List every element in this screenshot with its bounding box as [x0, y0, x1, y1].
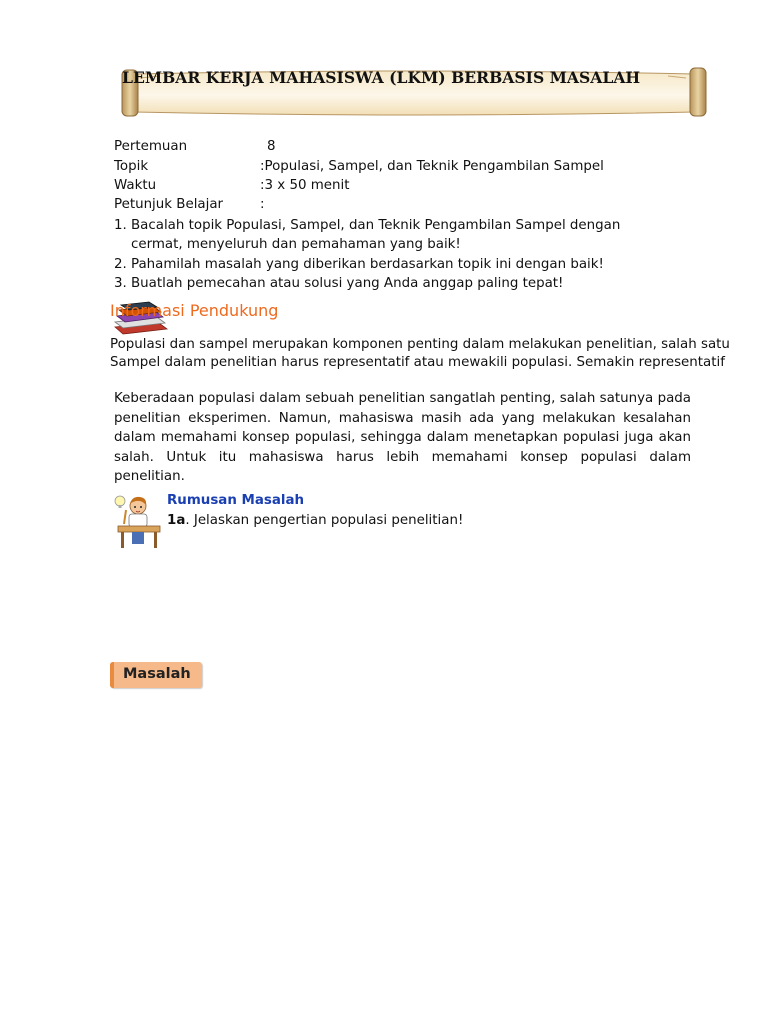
meta-separator: : [260, 178, 265, 193]
list-number: 2. [114, 256, 127, 272]
list-number: 1. [114, 218, 127, 233]
masalah-badge [110, 662, 202, 688]
meta-row-waktu [114, 176, 350, 196]
meta-label: Waktu [114, 178, 157, 193]
masalah-label: Masalah [123, 666, 191, 682]
question-number: 1a [167, 513, 186, 528]
student-icon [112, 492, 164, 550]
rumusan-masalah-title: Rumusan Masalah [167, 493, 305, 508]
meta-label: Pertemuan [114, 139, 188, 154]
list-number: 3. [114, 276, 127, 292]
meta-value: Populasi, Sampel, dan Teknik Pengambilan Sampel [264, 159, 604, 174]
list-item [114, 216, 674, 255]
info-line: Populasi dan sampel merupakan komponen penting dalam melakukan penelitian, salah satu [110, 337, 730, 352]
badge-edge [110, 662, 114, 688]
meta-value: 8 [267, 139, 276, 154]
meta-row-pertemuan [114, 137, 276, 157]
instruction-list [114, 216, 674, 294]
meta-row-petunjuk [114, 195, 265, 215]
meta-separator: : [260, 159, 265, 174]
info-line: Sampel dalam penelitian harus representatif atau mewakili populasi. Semakin representatif [110, 355, 725, 370]
meta-separator: : [260, 197, 265, 212]
list-item [114, 274, 674, 293]
info-text [110, 336, 768, 372]
meta-value: 3 x 50 menit [264, 178, 350, 193]
rumusan-question [167, 513, 463, 528]
list-text: Buatlah pemecahan atau solusi yang Anda anggap paling tepat! [131, 276, 564, 292]
meta-label: Topik [114, 159, 149, 174]
page-title: LEMBAR KERJA MAHASISWA (LKM) BERBASIS MASALAH [122, 68, 641, 87]
list-text: Pahamilah masalah yang diberikan berdasarkan topik ini dengan baik! [131, 256, 604, 272]
title-scroll-banner [120, 66, 708, 120]
section-title-informasi: Informasi Pendukung [110, 301, 279, 320]
question-text: . Jelaskan pengertian populasi penelitian! [185, 513, 464, 528]
body-paragraph: Keberadaan populasi dalam sebuah penelitian sangatlah penting, salah satunya pada penelitian eksperimen. Namun, mahasiswa masih ada yang melakukan kesalahan dalam memahami konsep populasi, sehingga dalam menetapkan populasi juga akan salah. Untuk itu mahasiswa harus lebih memahami konsep populasi dalam penelitian. [114, 391, 691, 484]
meta-label: Petunjuk Belajar [114, 197, 224, 212]
meta-row-topik [114, 157, 604, 177]
list-item [114, 255, 674, 274]
list-text: Bacalah topik Populasi, Sampel, dan Teknik Pengambilan Sampel dengan cermat, menyeluruh dan pemahaman yang baik! [131, 218, 621, 253]
